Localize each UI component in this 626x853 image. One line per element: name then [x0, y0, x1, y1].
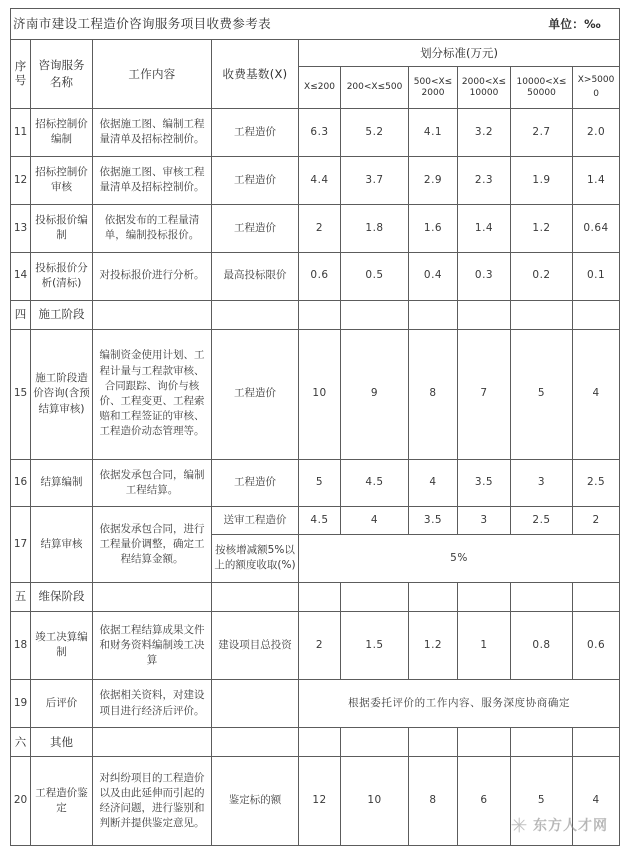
section-empty-4 [458, 582, 511, 611]
header-seq-line2: 号 [14, 73, 27, 87]
row-value-4: 3.5 [458, 459, 511, 507]
row-seq: 14 [11, 252, 31, 300]
row-value-1: 10 [299, 329, 341, 459]
row-value-4: 1.4 [458, 204, 511, 252]
row-value-3: 1.6 [409, 204, 458, 252]
row-value-1: 12 [299, 756, 341, 845]
table-row [11, 756, 620, 845]
row-value-2: 9 [341, 329, 409, 459]
row-value-5: 0.2 [511, 252, 573, 300]
row-seq: 12 [11, 156, 31, 204]
row-value-3: 3.5 [409, 507, 458, 534]
row-work-content: 依据发承包合同，编制工程结算。 [93, 459, 212, 507]
section-label: 维保阶段 [31, 582, 93, 611]
row-value-4: 3 [458, 507, 511, 534]
row-value-3: 1.2 [409, 611, 458, 679]
row-fee-base: 建设项目总投资 [212, 611, 299, 679]
row-seq: 15 [11, 329, 31, 459]
row-fee-base [212, 680, 299, 728]
header-bracket-5 [511, 67, 573, 109]
row-value-6: 2.0 [573, 109, 620, 157]
header-bracket-4-line1: 2000<X≤ [461, 76, 507, 87]
row-merged-value: 5% [299, 534, 620, 582]
fee-schedule-sheet [10, 8, 617, 846]
document-title-cell [11, 9, 620, 40]
row-value-6: 4 [573, 329, 620, 459]
header-fee-base: 收费基数(X) [212, 40, 299, 109]
header-bracket-5-line1: 10000<X≤ [516, 76, 567, 87]
table-row [11, 680, 620, 728]
section-seq: 五 [11, 582, 31, 611]
row-fee-base-primary: 送审工程造价 [212, 507, 299, 534]
row-seq: 11 [11, 109, 31, 157]
section-empty-3 [409, 582, 458, 611]
row-value-2: 3.7 [341, 156, 409, 204]
fee-schedule-table [10, 8, 620, 846]
row-value-1: 2 [299, 204, 341, 252]
section-empty-3 [409, 300, 458, 329]
header-row-top [11, 40, 620, 67]
table-row [11, 507, 620, 534]
row-value-5: 5 [511, 756, 573, 845]
row-service-name: 投标报价编制 [31, 204, 93, 252]
header-work-content: 工作内容 [93, 40, 212, 109]
row-value-6: 4 [573, 756, 620, 845]
row-fee-base: 工程造价 [212, 109, 299, 157]
row-value-2: 4.5 [341, 459, 409, 507]
header-bracket-4-line2: 10000 [469, 87, 499, 98]
section-empty-5 [511, 727, 573, 756]
unit-label: 单位：‰ [548, 16, 602, 31]
row-fee-base: 工程造价 [212, 329, 299, 459]
header-bracket-2: 200<X≤500 [341, 67, 409, 109]
row-value-5: 1.9 [511, 156, 573, 204]
section-row [11, 300, 620, 329]
row-fee-base-secondary: 按核增减额5%以上的额度收取(%) [212, 534, 299, 582]
table-row [11, 204, 620, 252]
row-work-content: 依据相关资料，对建设项目进行经济后评价。 [93, 680, 212, 728]
section-empty-1 [299, 582, 341, 611]
row-value-1: 0.6 [299, 252, 341, 300]
section-empty-5 [511, 300, 573, 329]
row-value-1: 4.4 [299, 156, 341, 204]
row-value-6: 0.6 [573, 611, 620, 679]
row-work-content: 依据施工图、审核工程量清单及招标控制价。 [93, 156, 212, 204]
section-row [11, 582, 620, 611]
row-work-content: 依据发布的工程量清单，编制投标报价。 [93, 204, 212, 252]
row-value-3: 4 [409, 459, 458, 507]
row-service-name: 竣工决算编制 [31, 611, 93, 679]
header-seq-line1: 序 [14, 59, 27, 74]
row-value-4: 6 [458, 756, 511, 845]
section-empty-6 [573, 582, 620, 611]
row-value-5: 5 [511, 329, 573, 459]
row-value-2: 4 [341, 507, 409, 534]
header-bracket-1: X≤200 [299, 67, 341, 109]
section-seq: 六 [11, 727, 31, 756]
row-value-6: 0.1 [573, 252, 620, 300]
header-bracket-3-line1: 500<X≤ [413, 76, 453, 87]
row-value-3: 4.1 [409, 109, 458, 157]
row-value-6: 2 [573, 507, 620, 534]
row-seq: 19 [11, 680, 31, 728]
section-seq: 四 [11, 300, 31, 329]
row-value-2: 10 [341, 756, 409, 845]
section-empty-work [93, 582, 212, 611]
header-bracket-band: 划分标准(万元) [299, 40, 620, 67]
row-value-4: 3.2 [458, 109, 511, 157]
row-value-1: 5 [299, 459, 341, 507]
header-bracket-4 [458, 67, 511, 109]
section-empty-4 [458, 300, 511, 329]
table-row [11, 611, 620, 679]
section-empty-base [212, 727, 299, 756]
row-seq: 16 [11, 459, 31, 507]
row-fee-base: 鉴定标的额 [212, 756, 299, 845]
row-service-name: 招标控制价审核 [31, 156, 93, 204]
row-value-3: 0.4 [409, 252, 458, 300]
table-row [11, 156, 620, 204]
row-value-3: 8 [409, 329, 458, 459]
row-value-5: 2.5 [511, 507, 573, 534]
table-row [11, 252, 620, 300]
row-work-content: 依据施工图、编制工程量清单及招标控制价。 [93, 109, 212, 157]
row-value-6: 1.4 [573, 156, 620, 204]
row-service-name: 工程造价鉴定 [31, 756, 93, 845]
row-merged-value: 根据委托评价的工作内容、服务深度协商确定 [299, 680, 620, 728]
row-value-2: 0.5 [341, 252, 409, 300]
row-seq: 13 [11, 204, 31, 252]
row-fee-base: 最高投标限价 [212, 252, 299, 300]
watermark-text: 东方人才网 [533, 818, 608, 834]
row-fee-base: 工程造价 [212, 459, 299, 507]
section-label: 其他 [31, 727, 93, 756]
row-value-5: 1.2 [511, 204, 573, 252]
table-row [11, 109, 620, 157]
row-seq: 18 [11, 611, 31, 679]
header-bracket-3-line2: 2000 [421, 87, 445, 98]
row-value-5: 0.8 [511, 611, 573, 679]
table-row [11, 329, 620, 459]
row-service-name: 招标控制价编制 [31, 109, 93, 157]
header-bracket-3 [409, 67, 458, 109]
row-work-content: 对投标报价进行分析。 [93, 252, 212, 300]
row-value-2: 1.5 [341, 611, 409, 679]
row-value-2: 5.2 [341, 109, 409, 157]
row-fee-base: 工程造价 [212, 156, 299, 204]
section-row [11, 727, 620, 756]
row-seq: 17 [11, 507, 31, 582]
section-empty-work [93, 300, 212, 329]
title-row [11, 9, 620, 40]
row-value-1: 4.5 [299, 507, 341, 534]
section-empty-6 [573, 727, 620, 756]
section-empty-5 [511, 582, 573, 611]
row-value-4: 0.3 [458, 252, 511, 300]
row-value-1: 2 [299, 611, 341, 679]
row-service-name: 后评价 [31, 680, 93, 728]
section-empty-1 [299, 300, 341, 329]
row-seq: 20 [11, 756, 31, 845]
row-value-3: 8 [409, 756, 458, 845]
row-work-content: 编制资金使用计划、工程计量与工程款审核、合同跟踪、询价与核价、工程变更、工程索赔和工程签证的审核、工程造价动态管理等。 [93, 329, 212, 459]
section-empty-6 [573, 300, 620, 329]
row-value-6: 2.5 [573, 459, 620, 507]
row-work-content: 依据工程结算成果文件和财务资料编制竣工决算 [93, 611, 212, 679]
row-value-4: 1 [458, 611, 511, 679]
row-value-1: 6.3 [299, 109, 341, 157]
row-fee-base: 工程造价 [212, 204, 299, 252]
section-empty-3 [409, 727, 458, 756]
header-bracket-6: X>50000 [573, 67, 620, 109]
header-seq [11, 40, 31, 109]
row-work-content: 依据发承包合同，进行工程量价调整，确定工程结算金额。 [93, 507, 212, 582]
row-value-3: 2.9 [409, 156, 458, 204]
row-value-5: 3 [511, 459, 573, 507]
section-empty-2 [341, 582, 409, 611]
row-value-2: 1.8 [341, 204, 409, 252]
row-value-6: 0.64 [573, 204, 620, 252]
row-value-5: 2.7 [511, 109, 573, 157]
row-service-name: 结算编制 [31, 459, 93, 507]
section-empty-work [93, 727, 212, 756]
section-empty-2 [341, 727, 409, 756]
section-label: 施工阶段 [31, 300, 93, 329]
header-bracket-5-line2: 50000 [527, 87, 556, 98]
row-value-4: 2.3 [458, 156, 511, 204]
row-work-content: 对纠纷项目的工程造价以及由此延伸而引起的经济问题，进行鉴别和判断并提供鉴定意见。 [93, 756, 212, 845]
section-empty-base [212, 300, 299, 329]
table-row [11, 459, 620, 507]
section-empty-1 [299, 727, 341, 756]
row-service-name: 投标报价分析(清标) [31, 252, 93, 300]
section-empty-4 [458, 727, 511, 756]
page-title: 济南市建设工程造价咨询服务项目收费参考表 [13, 15, 272, 31]
section-empty-base [212, 582, 299, 611]
section-empty-2 [341, 300, 409, 329]
header-service-name: 咨询服务名称 [31, 40, 93, 109]
row-service-name: 结算审核 [31, 507, 93, 582]
row-service-name: 施工阶段造价咨询(含预结算审核) [31, 329, 93, 459]
row-value-4: 7 [458, 329, 511, 459]
